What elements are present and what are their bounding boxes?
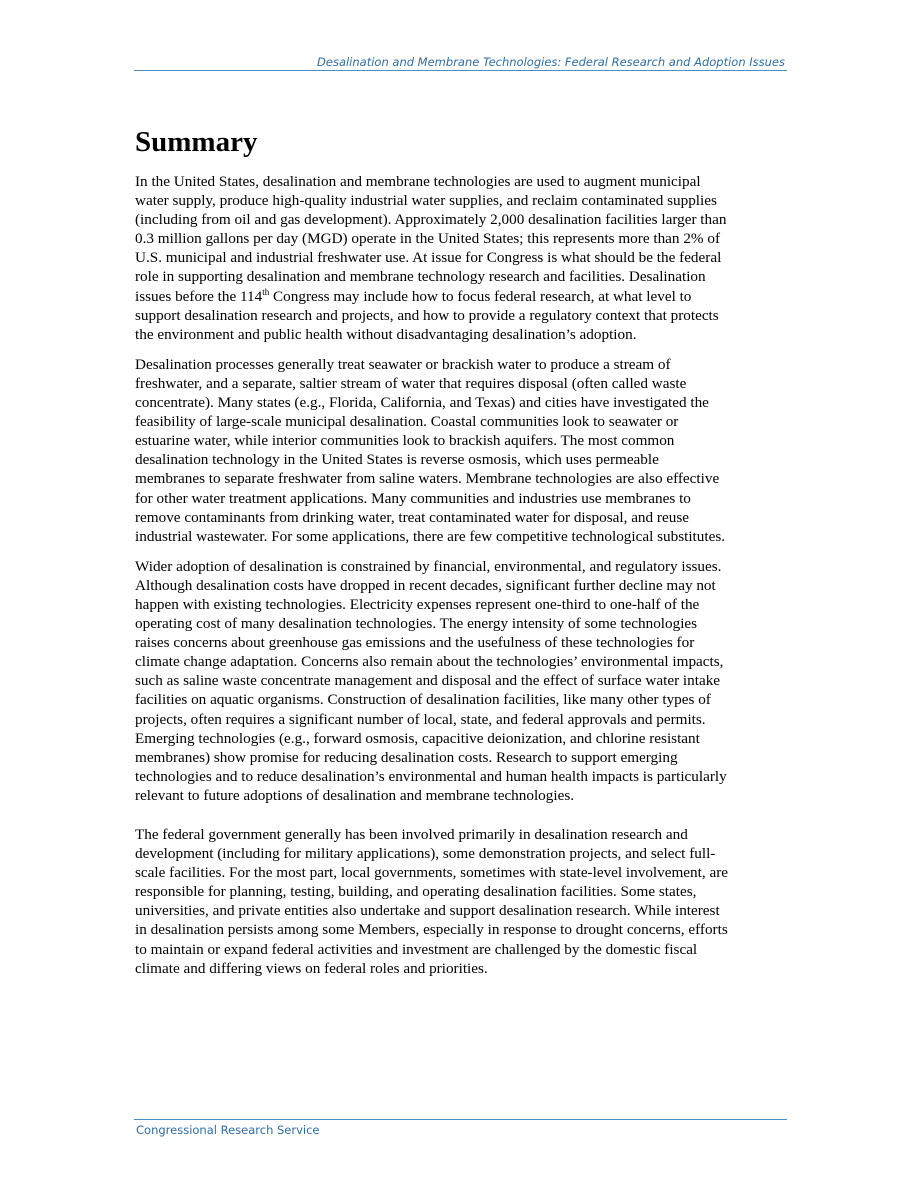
text-line: support desalination research and projects, and how to provide a regulatory context that protects bbox=[135, 306, 719, 324]
text-line: membranes) show promise for reducing desalination costs. Research to support emerging bbox=[135, 748, 678, 766]
text-fragment: Congress may include how to focus federal research, at what level to bbox=[269, 287, 692, 305]
text-line: water supply, produce high-quality industrial water supplies, and reclaim contaminated supplies bbox=[135, 192, 717, 210]
ordinal-superscript: th bbox=[262, 286, 270, 297]
paragraph-4 bbox=[135, 825, 787, 978]
section-title: Summary bbox=[135, 126, 258, 158]
text-line: Desalination processes generally treat seawater or brackish water to produce a stream of bbox=[135, 355, 671, 373]
page-header bbox=[134, 54, 787, 71]
footer-organization: Congressional Research Service bbox=[136, 1123, 320, 1137]
text-line: concentrate). Many states (e.g., Florida, California, and Texas) and cities have investigated the bbox=[135, 394, 709, 412]
text-line: scale facilities. For the most part, local governments, sometimes with state-level involvement, are bbox=[135, 864, 728, 882]
text-line: universities, and private entities also undertake and support desalination research. While interest bbox=[135, 902, 720, 920]
paragraph-3 bbox=[135, 557, 787, 805]
text-line: membranes to separate freshwater from saline waters. Membrane technologies are also effective bbox=[135, 470, 720, 488]
text-line: such as saline waste concentrate management and disposal and the effect of surface water intake bbox=[135, 672, 721, 690]
text-line: U.S. municipal and industrial freshwater use. At issue for Congress is what should be the federal bbox=[135, 249, 722, 267]
text-line: 0.3 million gallons per day (MGD) operate in the United States; this represents more than 2% of bbox=[135, 230, 721, 248]
text-line: (including from oil and gas development). Approximately 2,000 desalination facilities larger than bbox=[135, 211, 727, 229]
paragraph-2 bbox=[135, 355, 787, 546]
paragraph-1 bbox=[135, 172, 787, 344]
text-line: estuarine water, while interior communities look to brackish aquifers. The most common bbox=[135, 432, 675, 450]
text-line: remove contaminants from drinking water, treat contaminated water for disposal, and reuse bbox=[135, 508, 689, 526]
text-line: operating cost of many desalination technologies. The energy intensity of some technologies bbox=[135, 615, 698, 633]
text-line: development (including for military applications), some demonstration projects, and select full- bbox=[135, 845, 716, 863]
text-line: industrial wastewater. For some applications, there are few competitive technological substitutes. bbox=[135, 527, 726, 545]
text-line: role in supporting desalination and membrane technology research and facilities. Desalination bbox=[135, 268, 706, 286]
text-line: Wider adoption of desalination is constrained by financial, environmental, and regulatory issues. bbox=[135, 557, 722, 575]
running-header-title: Desalination and Membrane Technologies: Federal Research and Adoption Issues bbox=[317, 55, 785, 69]
text-line: climate change adaptation. Concerns also remain about the technologies’ environmental impacts, bbox=[135, 653, 724, 671]
text-line: the environment and public health without disadvantaging desalination’s adoption. bbox=[135, 325, 637, 343]
page-footer bbox=[134, 1119, 787, 1137]
text-line: facilities on aquatic organisms. Construction of desalination facilities, like many other types of bbox=[135, 691, 711, 709]
text-line: raises concerns about greenhouse gas emissions and the usefulness of these technologies for bbox=[135, 634, 695, 652]
text-line: to maintain or expand federal activities and investment are challenged by the domestic fiscal bbox=[135, 940, 698, 958]
text-line-with-superscript bbox=[135, 287, 787, 306]
text-line: technologies and to reduce desalination’s environmental and human health impacts is particularly bbox=[135, 767, 727, 785]
text-line: climate and differing views on federal roles and priorities. bbox=[135, 959, 488, 977]
text-line: In the United States, desalination and membrane technologies are used to augment municipal bbox=[135, 173, 701, 190]
summary-body bbox=[135, 172, 787, 989]
text-line: Emerging technologies (e.g., forward osmosis, capacitive deionization, and chlorine resistant bbox=[135, 729, 700, 747]
text-line: relevant to future adoptions of desalination and membrane technologies. bbox=[135, 786, 575, 804]
text-line: The federal government generally has been involved primarily in desalination research and bbox=[135, 826, 688, 843]
text-line: feasibility of large-scale municipal desalination. Coastal communities look to seawater or bbox=[135, 413, 679, 431]
text-line: projects, often requires a significant number of local, state, and federal approvals and permits. bbox=[135, 710, 706, 728]
text-line: Although desalination costs have dropped in recent decades, significant further decline may not bbox=[135, 576, 716, 594]
text-line: desalination technology in the United States is reverse osmosis, which uses permeable bbox=[135, 451, 659, 469]
text-line: happen with existing technologies. Electricity expenses represent one-third to one-half of the bbox=[135, 595, 700, 613]
text-line: freshwater, and a separate, saltier stream of water that requires disposal (often called waste bbox=[135, 374, 687, 392]
text-line: responsible for planning, testing, building, and operating desalination facilities. Some states, bbox=[135, 883, 697, 901]
text-line: in desalination persists among some Members, especially in response to drought concerns, efforts bbox=[135, 921, 728, 939]
text-line: for other water treatment applications. Many communities and industries use membranes to bbox=[135, 489, 691, 507]
text-fragment: issues before the 114 bbox=[135, 287, 263, 305]
